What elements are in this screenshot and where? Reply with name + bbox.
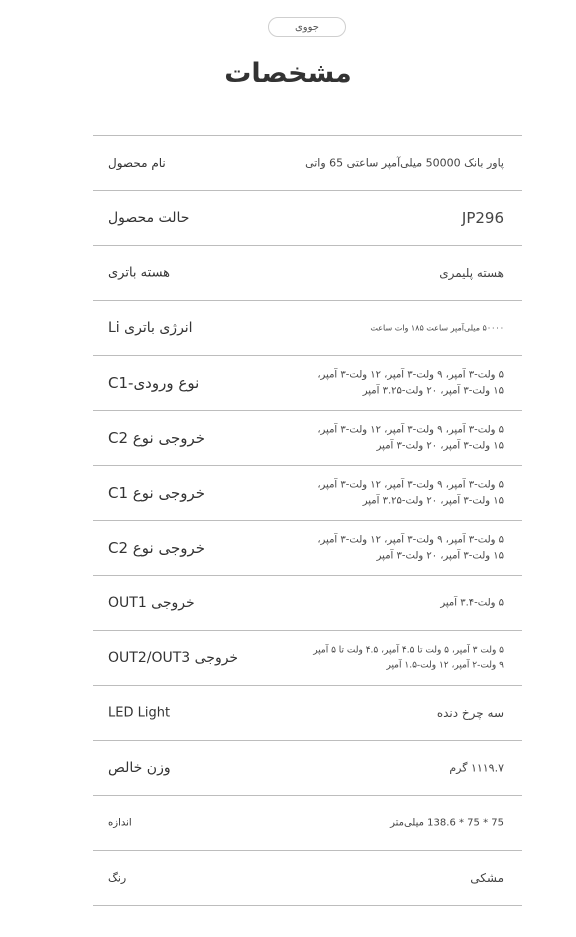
- spec-row: [93, 631, 522, 686]
- spec-row: [93, 246, 522, 301]
- spec-row: [93, 411, 522, 466]
- spec-label: هسته باتری: [108, 265, 171, 281]
- spec-value: [449, 762, 504, 775]
- spec-value-line: ۵۰۰۰۰ میلی‌آمپر ساعت ۱۸۵ وات ساعت: [370, 323, 504, 333]
- spec-value: [440, 598, 504, 609]
- spec-label: خروجی نوع C2: [108, 429, 206, 447]
- spec-value: [317, 535, 504, 562]
- spec-label: وزن خالص: [108, 760, 171, 776]
- spec-value-line: 75 * 75 * 138.6 میلی‌متر: [390, 817, 504, 829]
- spec-value: [317, 480, 504, 507]
- spec-value-line: هسته پلیمری: [439, 266, 504, 280]
- spec-value-line: ۵ ولت-۳ آمپر، ۹ ولت-۳ آمپر، ۱۲ ولت-۳ آمپر،: [317, 534, 504, 546]
- spec-label: انرژی باتری Li: [108, 320, 193, 336]
- spec-row: [93, 576, 522, 631]
- spec-value: [437, 706, 504, 720]
- spec-label: LED Light: [108, 705, 171, 721]
- spec-label: نوع ورودی-C1: [108, 374, 200, 392]
- spec-value: [470, 871, 504, 885]
- spec-value: [370, 324, 504, 333]
- spec-value: [305, 157, 504, 170]
- spec-value-line: سه چرخ دنده: [436, 706, 504, 720]
- spec-value: [462, 209, 504, 227]
- spec-value: [390, 818, 504, 829]
- spec-label: حالت محصول: [108, 210, 190, 226]
- spec-value-line: ۱۵ ولت-۳ آمپر، ۲۰ ولت-۳ آمپر: [376, 440, 504, 452]
- brand-tab[interactable]: جووی: [268, 17, 346, 37]
- spec-row: [93, 741, 522, 796]
- spec-label: نام محصول: [108, 156, 166, 170]
- spec-label: رنگ: [108, 871, 127, 885]
- spec-value-line: پاور بانک 50000 میلی‌آمپر ساعتی 65 واتی: [305, 156, 504, 170]
- spec-table: [93, 135, 522, 906]
- spec-row: [93, 686, 522, 741]
- spec-label: خروجی OUT2/OUT3: [108, 650, 239, 666]
- spec-value: [317, 370, 504, 397]
- spec-value-line: مشکی: [470, 871, 504, 885]
- spec-label: خروجی نوع C1: [108, 484, 206, 502]
- spec-value-line: ۹ ولت-۲ آمپر، ۱۲ ولت-۱.۵ آمپر: [386, 660, 504, 671]
- spec-value: [317, 425, 504, 452]
- spec-value-line: ۱۱۱۹.۷ گرم: [449, 761, 504, 775]
- spec-value: [313, 646, 504, 671]
- spec-value-line: ۵ ولت-۳ آمپر، ۹ ولت-۳ آمپر، ۱۲ ولت-۳ آمپر،: [317, 424, 504, 436]
- spec-value-line: JP296: [461, 209, 504, 227]
- spec-row: [93, 301, 522, 356]
- spec-row: [93, 191, 522, 246]
- spec-row: [93, 356, 522, 411]
- spec-value-line: ۵ ولت-۳.۴ آمپر: [440, 597, 504, 609]
- spec-label: خروجی OUT1: [108, 595, 195, 611]
- spec-value-line: ۵ ولت ۳ آمپر، ۵ ولت تا ۴.۵ آمپر، ۴.۵ ولت تا ۵ آمپر: [313, 645, 504, 656]
- spec-value-line: ۱۵ ولت-۳ آمپر، ۲۰ ولت-۳.۲۵ آمپر: [362, 495, 504, 507]
- spec-label: خروجی نوع C2: [108, 539, 206, 557]
- spec-value-line: ۱۵ ولت-۳ آمپر، ۲۰ ولت-۳ آمپر: [376, 550, 504, 562]
- spec-row: [93, 796, 522, 851]
- spec-row: [93, 521, 522, 576]
- spec-row: [93, 136, 522, 191]
- page-title: مشخصات: [224, 58, 352, 89]
- spec-row: [93, 851, 522, 906]
- spec-label: اندازه: [108, 817, 132, 829]
- spec-value-line: ۵ ولت-۳ آمپر، ۹ ولت-۳ آمپر، ۱۲ ولت-۳ آمپر،: [317, 479, 504, 491]
- spec-value-line: ۱۵ ولت-۳ آمپر، ۲۰ ولت-۳.۲۵ آمپر: [362, 385, 504, 397]
- spec-row: [93, 466, 522, 521]
- spec-value-line: ۵ ولت-۳ آمپر، ۹ ولت-۳ آمپر، ۱۲ ولت-۳ آمپر،: [317, 369, 504, 381]
- spec-value: [439, 266, 504, 280]
